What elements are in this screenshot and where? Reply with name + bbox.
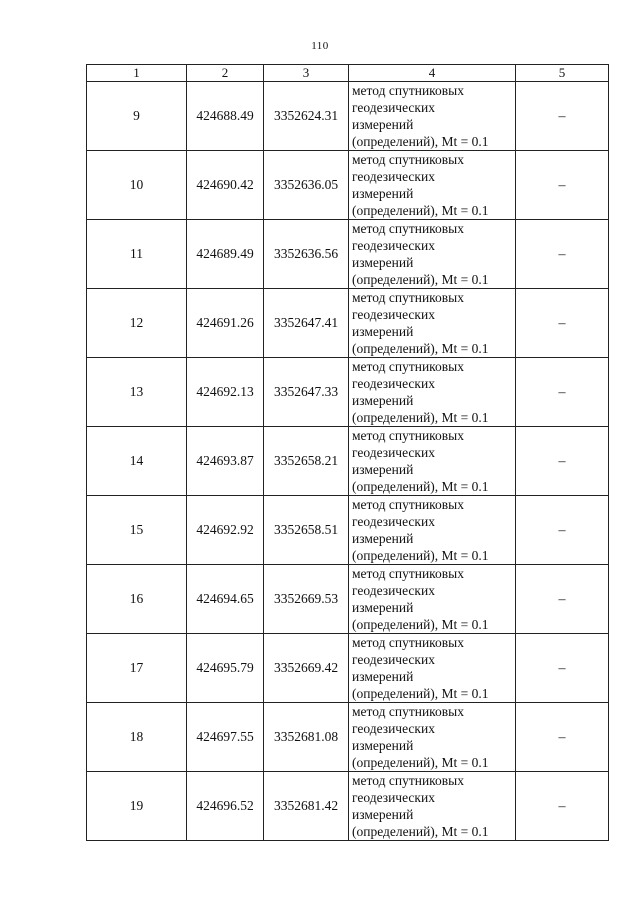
column-5-value: – bbox=[558, 591, 566, 607]
page-number: 110 bbox=[311, 40, 329, 52]
method-line: измерений bbox=[352, 462, 414, 477]
method-line: метод спутниковых bbox=[352, 704, 464, 719]
method-line: (определений), Mt = 0.1 bbox=[352, 755, 489, 770]
column-5-value: – bbox=[558, 522, 566, 538]
header-col-4: 4 bbox=[349, 65, 516, 82]
x-coordinate-cell: 424694.65 bbox=[187, 565, 264, 634]
method-cell bbox=[349, 496, 516, 565]
column-5-value: – bbox=[558, 246, 566, 262]
y-coordinate-cell: 3352624.31 bbox=[264, 82, 349, 151]
method-line: геодезических bbox=[352, 445, 435, 460]
column-5-cell bbox=[516, 220, 609, 289]
column-5-value: – bbox=[558, 108, 566, 124]
method-cell bbox=[349, 772, 516, 841]
method-line: (определений), Mt = 0.1 bbox=[352, 548, 489, 563]
column-5-cell bbox=[516, 358, 609, 427]
column-5-cell bbox=[516, 289, 609, 358]
table-row bbox=[87, 565, 609, 634]
method-line: метод спутниковых bbox=[352, 152, 464, 167]
table-row bbox=[87, 772, 609, 841]
table-row bbox=[87, 427, 609, 496]
method-line: геодезических bbox=[352, 514, 435, 529]
method-line: (определений), Mt = 0.1 bbox=[352, 134, 489, 149]
header-col-1: 1 bbox=[87, 65, 187, 82]
column-5-cell bbox=[516, 703, 609, 772]
column-5-value: – bbox=[558, 384, 566, 400]
method-cell bbox=[349, 565, 516, 634]
method-line: метод спутниковых bbox=[352, 359, 464, 374]
column-5-cell bbox=[516, 772, 609, 841]
method-cell bbox=[349, 427, 516, 496]
column-5-cell bbox=[516, 496, 609, 565]
method-line: метод спутниковых bbox=[352, 221, 464, 236]
method-line: (определений), Mt = 0.1 bbox=[352, 617, 489, 632]
method-cell bbox=[349, 82, 516, 151]
method-line: метод спутниковых bbox=[352, 635, 464, 650]
column-5-value: – bbox=[558, 177, 566, 193]
y-coordinate-cell: 3352636.56 bbox=[264, 220, 349, 289]
column-5-value: – bbox=[558, 453, 566, 469]
method-line: (определений), Mt = 0.1 bbox=[352, 686, 489, 701]
point-number-cell: 15 bbox=[87, 496, 187, 565]
table-header-row bbox=[87, 65, 609, 82]
table-row bbox=[87, 220, 609, 289]
header-col-3: 3 bbox=[264, 65, 349, 82]
method-line: (определений), Mt = 0.1 bbox=[352, 479, 489, 494]
point-number-cell: 13 bbox=[87, 358, 187, 427]
x-coordinate-cell: 424695.79 bbox=[187, 634, 264, 703]
column-5-cell bbox=[516, 634, 609, 703]
method-line: геодезических bbox=[352, 238, 435, 253]
x-coordinate-cell: 424692.13 bbox=[187, 358, 264, 427]
method-line: геодезических bbox=[352, 100, 435, 115]
point-number-cell: 14 bbox=[87, 427, 187, 496]
method-line: геодезических bbox=[352, 583, 435, 598]
method-line: (определений), Mt = 0.1 bbox=[352, 272, 489, 287]
table-row bbox=[87, 496, 609, 565]
method-line: (определений), Mt = 0.1 bbox=[352, 203, 489, 218]
method-cell bbox=[349, 358, 516, 427]
method-cell bbox=[349, 220, 516, 289]
column-5-value: – bbox=[558, 315, 566, 331]
column-5-cell bbox=[516, 565, 609, 634]
point-number-cell: 16 bbox=[87, 565, 187, 634]
method-line: измерений bbox=[352, 738, 414, 753]
y-coordinate-cell: 3352658.51 bbox=[264, 496, 349, 565]
y-coordinate-cell: 3352681.08 bbox=[264, 703, 349, 772]
method-line: (определений), Mt = 0.1 bbox=[352, 824, 489, 839]
table-row bbox=[87, 703, 609, 772]
point-number-cell: 18 bbox=[87, 703, 187, 772]
column-5-cell bbox=[516, 82, 609, 151]
method-line: измерений bbox=[352, 531, 414, 546]
method-cell bbox=[349, 703, 516, 772]
method-line: измерений bbox=[352, 117, 414, 132]
point-number-cell: 12 bbox=[87, 289, 187, 358]
method-cell bbox=[349, 151, 516, 220]
column-5-value: – bbox=[558, 798, 566, 814]
method-line: измерений bbox=[352, 255, 414, 270]
method-line: (определений), Mt = 0.1 bbox=[352, 410, 489, 425]
method-line: геодезических bbox=[352, 307, 435, 322]
method-line: геодезических bbox=[352, 169, 435, 184]
method-line: измерений bbox=[352, 393, 414, 408]
method-line: геодезических bbox=[352, 376, 435, 391]
table-row bbox=[87, 82, 609, 151]
x-coordinate-cell: 424696.52 bbox=[187, 772, 264, 841]
table-row bbox=[87, 289, 609, 358]
y-coordinate-cell: 3352647.41 bbox=[264, 289, 349, 358]
y-coordinate-cell: 3352636.05 bbox=[264, 151, 349, 220]
method-line: метод спутниковых bbox=[352, 497, 464, 512]
point-number-cell: 10 bbox=[87, 151, 187, 220]
y-coordinate-cell: 3352681.42 bbox=[264, 772, 349, 841]
column-5-value: – bbox=[558, 729, 566, 745]
method-line: измерений bbox=[352, 669, 414, 684]
method-line: геодезических bbox=[352, 652, 435, 667]
method-line: метод спутниковых bbox=[352, 83, 464, 98]
method-line: измерений bbox=[352, 600, 414, 615]
table-row bbox=[87, 358, 609, 427]
table-body bbox=[87, 82, 609, 841]
x-coordinate-cell: 424689.49 bbox=[187, 220, 264, 289]
method-line: геодезических bbox=[352, 790, 435, 805]
column-5-cell bbox=[516, 151, 609, 220]
method-line: метод спутниковых bbox=[352, 290, 464, 305]
table-row bbox=[87, 151, 609, 220]
y-coordinate-cell: 3352669.42 bbox=[264, 634, 349, 703]
x-coordinate-cell: 424697.55 bbox=[187, 703, 264, 772]
header-col-5: 5 bbox=[516, 65, 609, 82]
method-line: геодезических bbox=[352, 721, 435, 736]
method-cell bbox=[349, 634, 516, 703]
column-5-cell bbox=[516, 427, 609, 496]
method-line: измерений bbox=[352, 186, 414, 201]
y-coordinate-cell: 3352658.21 bbox=[264, 427, 349, 496]
method-cell bbox=[349, 289, 516, 358]
x-coordinate-cell: 424688.49 bbox=[187, 82, 264, 151]
coordinates-table bbox=[86, 64, 609, 841]
point-number-cell: 9 bbox=[87, 82, 187, 151]
method-line: измерений bbox=[352, 807, 414, 822]
y-coordinate-cell: 3352669.53 bbox=[264, 565, 349, 634]
method-line: (определений), Mt = 0.1 bbox=[352, 341, 489, 356]
column-5-value: – bbox=[558, 660, 566, 676]
x-coordinate-cell: 424691.26 bbox=[187, 289, 264, 358]
point-number-cell: 11 bbox=[87, 220, 187, 289]
method-line: измерений bbox=[352, 324, 414, 339]
y-coordinate-cell: 3352647.33 bbox=[264, 358, 349, 427]
point-number-cell: 19 bbox=[87, 772, 187, 841]
header-col-2: 2 bbox=[187, 65, 264, 82]
table-row bbox=[87, 634, 609, 703]
method-line: метод спутниковых bbox=[352, 428, 464, 443]
x-coordinate-cell: 424692.92 bbox=[187, 496, 264, 565]
method-line: метод спутниковых bbox=[352, 773, 464, 788]
method-line: метод спутниковых bbox=[352, 566, 464, 581]
x-coordinate-cell: 424690.42 bbox=[187, 151, 264, 220]
point-number-cell: 17 bbox=[87, 634, 187, 703]
x-coordinate-cell: 424693.87 bbox=[187, 427, 264, 496]
